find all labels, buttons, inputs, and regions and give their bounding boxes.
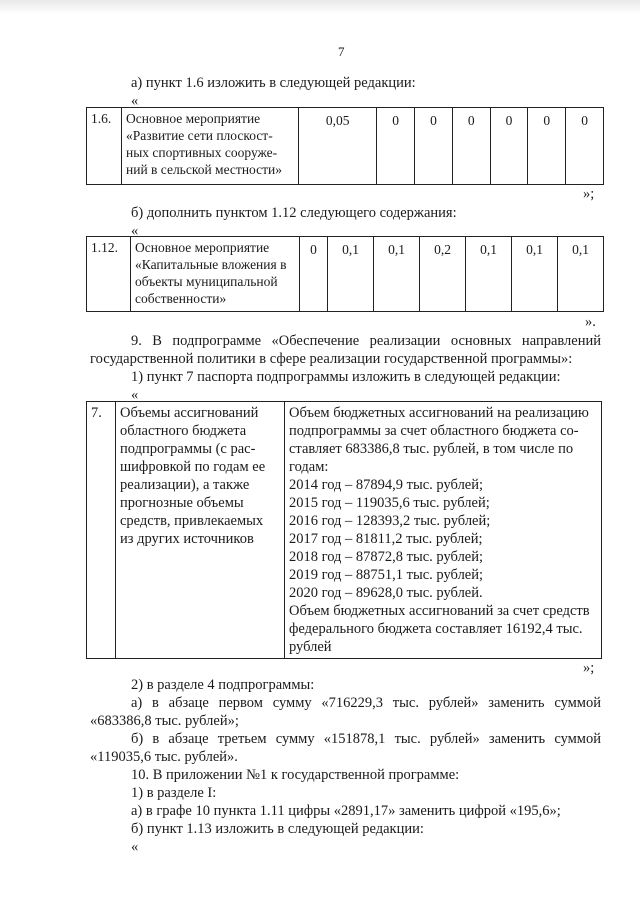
row-number: 1.6. [87, 108, 122, 185]
item-b-open-quote: « [131, 223, 139, 239]
section9-para-line2: государственной политики в сфере реализации государственной программы»: [90, 351, 573, 367]
table-item-1-6 [86, 107, 604, 185]
page-number: 7 [338, 44, 345, 59]
content-line: Объем бюджетных ассигнований за счет средств [289, 603, 590, 619]
label-line: шифровкой по годам ее [120, 459, 266, 475]
item-b-close-quote: ». [585, 314, 596, 330]
value-cell: 0,05 [299, 108, 377, 185]
content-line: 2017 год – 81811,2 тыс. рублей; [289, 531, 483, 547]
content-line: ставляет 683386,8 тыс. рублей, в том числе по [289, 441, 574, 457]
value-cell: 0 [452, 108, 490, 185]
table-row [87, 108, 604, 185]
section9-point2b-line2: «119035,6 тыс. рублей». [90, 749, 238, 765]
label-line: областного бюджета [120, 423, 247, 439]
value-cell: 0 [377, 108, 415, 185]
value-cell: 0 [528, 108, 566, 185]
section10-point1b: б) пункт 1.13 изложить в следующей редакции: [131, 821, 424, 837]
item-a-open-quote: « [131, 93, 139, 109]
row-description [122, 108, 299, 185]
content-line: рублей [289, 639, 332, 655]
value-cell: 0 [415, 108, 453, 185]
section10-point1: 1) в разделе I: [131, 785, 217, 801]
section9-point1: 1) пункт 7 паспорта подпрограммы изложить в следующей редакции: [131, 369, 561, 385]
content-line: годам: [289, 459, 329, 475]
content-line: подпрограммы за счет областного бюджета со- [289, 423, 579, 439]
desc-line: Основное мероприятие [126, 111, 261, 126]
label-line: прогнозные объемы [120, 495, 244, 511]
row-number: 1.12. [87, 237, 131, 312]
item-a-intro: а) пункт 1.6 изложить в следующей редакции: [131, 75, 416, 91]
section9-open-quote: « [131, 387, 139, 403]
table-row [87, 237, 604, 312]
content-line: 2020 год – 89628,0 тыс. рублей. [289, 585, 483, 601]
content-line: 2015 год – 119035,6 тыс. рублей; [289, 495, 490, 511]
item-a-close-quote: »; [583, 186, 595, 202]
item-b-intro: б) дополнить пунктом 1.12 следующего содержания: [131, 205, 457, 221]
table-item-1-12 [86, 236, 604, 312]
section9-point2a-line1: а) в абзаце первом сумму «716229,3 тыс. рублей» заменить суммой [131, 695, 601, 711]
desc-line: Основное мероприятие [135, 240, 270, 255]
row-label [116, 402, 285, 659]
table-row [87, 402, 602, 659]
label-line: из других источников [120, 531, 254, 547]
section9-para-line1: 9. В подпрограмме «Обеспечение реализации основных направлений [131, 333, 601, 349]
content-line: 2016 год – 128393,2 тыс. рублей; [289, 513, 491, 529]
section9-point2: 2) в разделе 4 подпрограммы: [131, 677, 315, 693]
desc-line: ний в сельской местности» [126, 162, 282, 177]
row-content [285, 402, 602, 659]
section10-title: 10. В приложении №1 к государственной программе: [131, 767, 460, 783]
scan-edge [0, 0, 640, 14]
desc-line: собственности» [135, 291, 227, 306]
section10-point1a: а) в графе 10 пункта 1.11 цифры «2891,17» заменить цифрой «195,6»; [131, 803, 561, 819]
value-cell: 0,1 [328, 237, 374, 312]
value-cell: 0,1 [466, 237, 512, 312]
content-line: 2019 год – 88751,1 тыс. рублей; [289, 567, 484, 583]
desc-line: «Развитие сети плоскост- [126, 128, 273, 143]
desc-line: ных спортивных сооруже- [126, 145, 278, 160]
desc-line: «Капитальные вложения в [135, 257, 287, 272]
value-cell: 0,1 [512, 237, 558, 312]
label-line: средств, привлекаемых [120, 513, 264, 529]
table-passport-item-7 [86, 401, 602, 659]
label-line: подпрограммы (с рас- [120, 441, 256, 457]
value-cell: 0,2 [420, 237, 466, 312]
section10-open-quote: « [131, 839, 139, 855]
label-line: Объемы ассигнований [120, 405, 259, 421]
content-line: 2014 год – 87894,9 тыс. рублей; [289, 477, 484, 493]
value-cell: 0 [490, 108, 528, 185]
desc-line: объекты муниципальной [135, 274, 278, 289]
content-line: федерального бюджета составляет 16192,4 тыс. [289, 621, 583, 637]
content-line: Объем бюджетных ассигнований на реализацию [289, 405, 589, 421]
value-cell: 0 [566, 108, 604, 185]
value-cell: 0,1 [558, 237, 604, 312]
value-cell: 0 [300, 237, 328, 312]
row-description [131, 237, 300, 312]
value-cell: 0,1 [374, 237, 420, 312]
section9-close-quote: »; [583, 660, 595, 676]
row-number: 7. [87, 402, 116, 659]
label-line: реализации), а также [120, 477, 250, 493]
section9-point2b-line1: б) в абзаце третьем сумму «151878,1 тыс. рублей» заменить суммой [131, 731, 601, 747]
section9-point2a-line2: «683386,8 тыс. рублей»; [90, 713, 239, 729]
content-line: 2018 год – 87872,8 тыс. рублей; [289, 549, 484, 565]
